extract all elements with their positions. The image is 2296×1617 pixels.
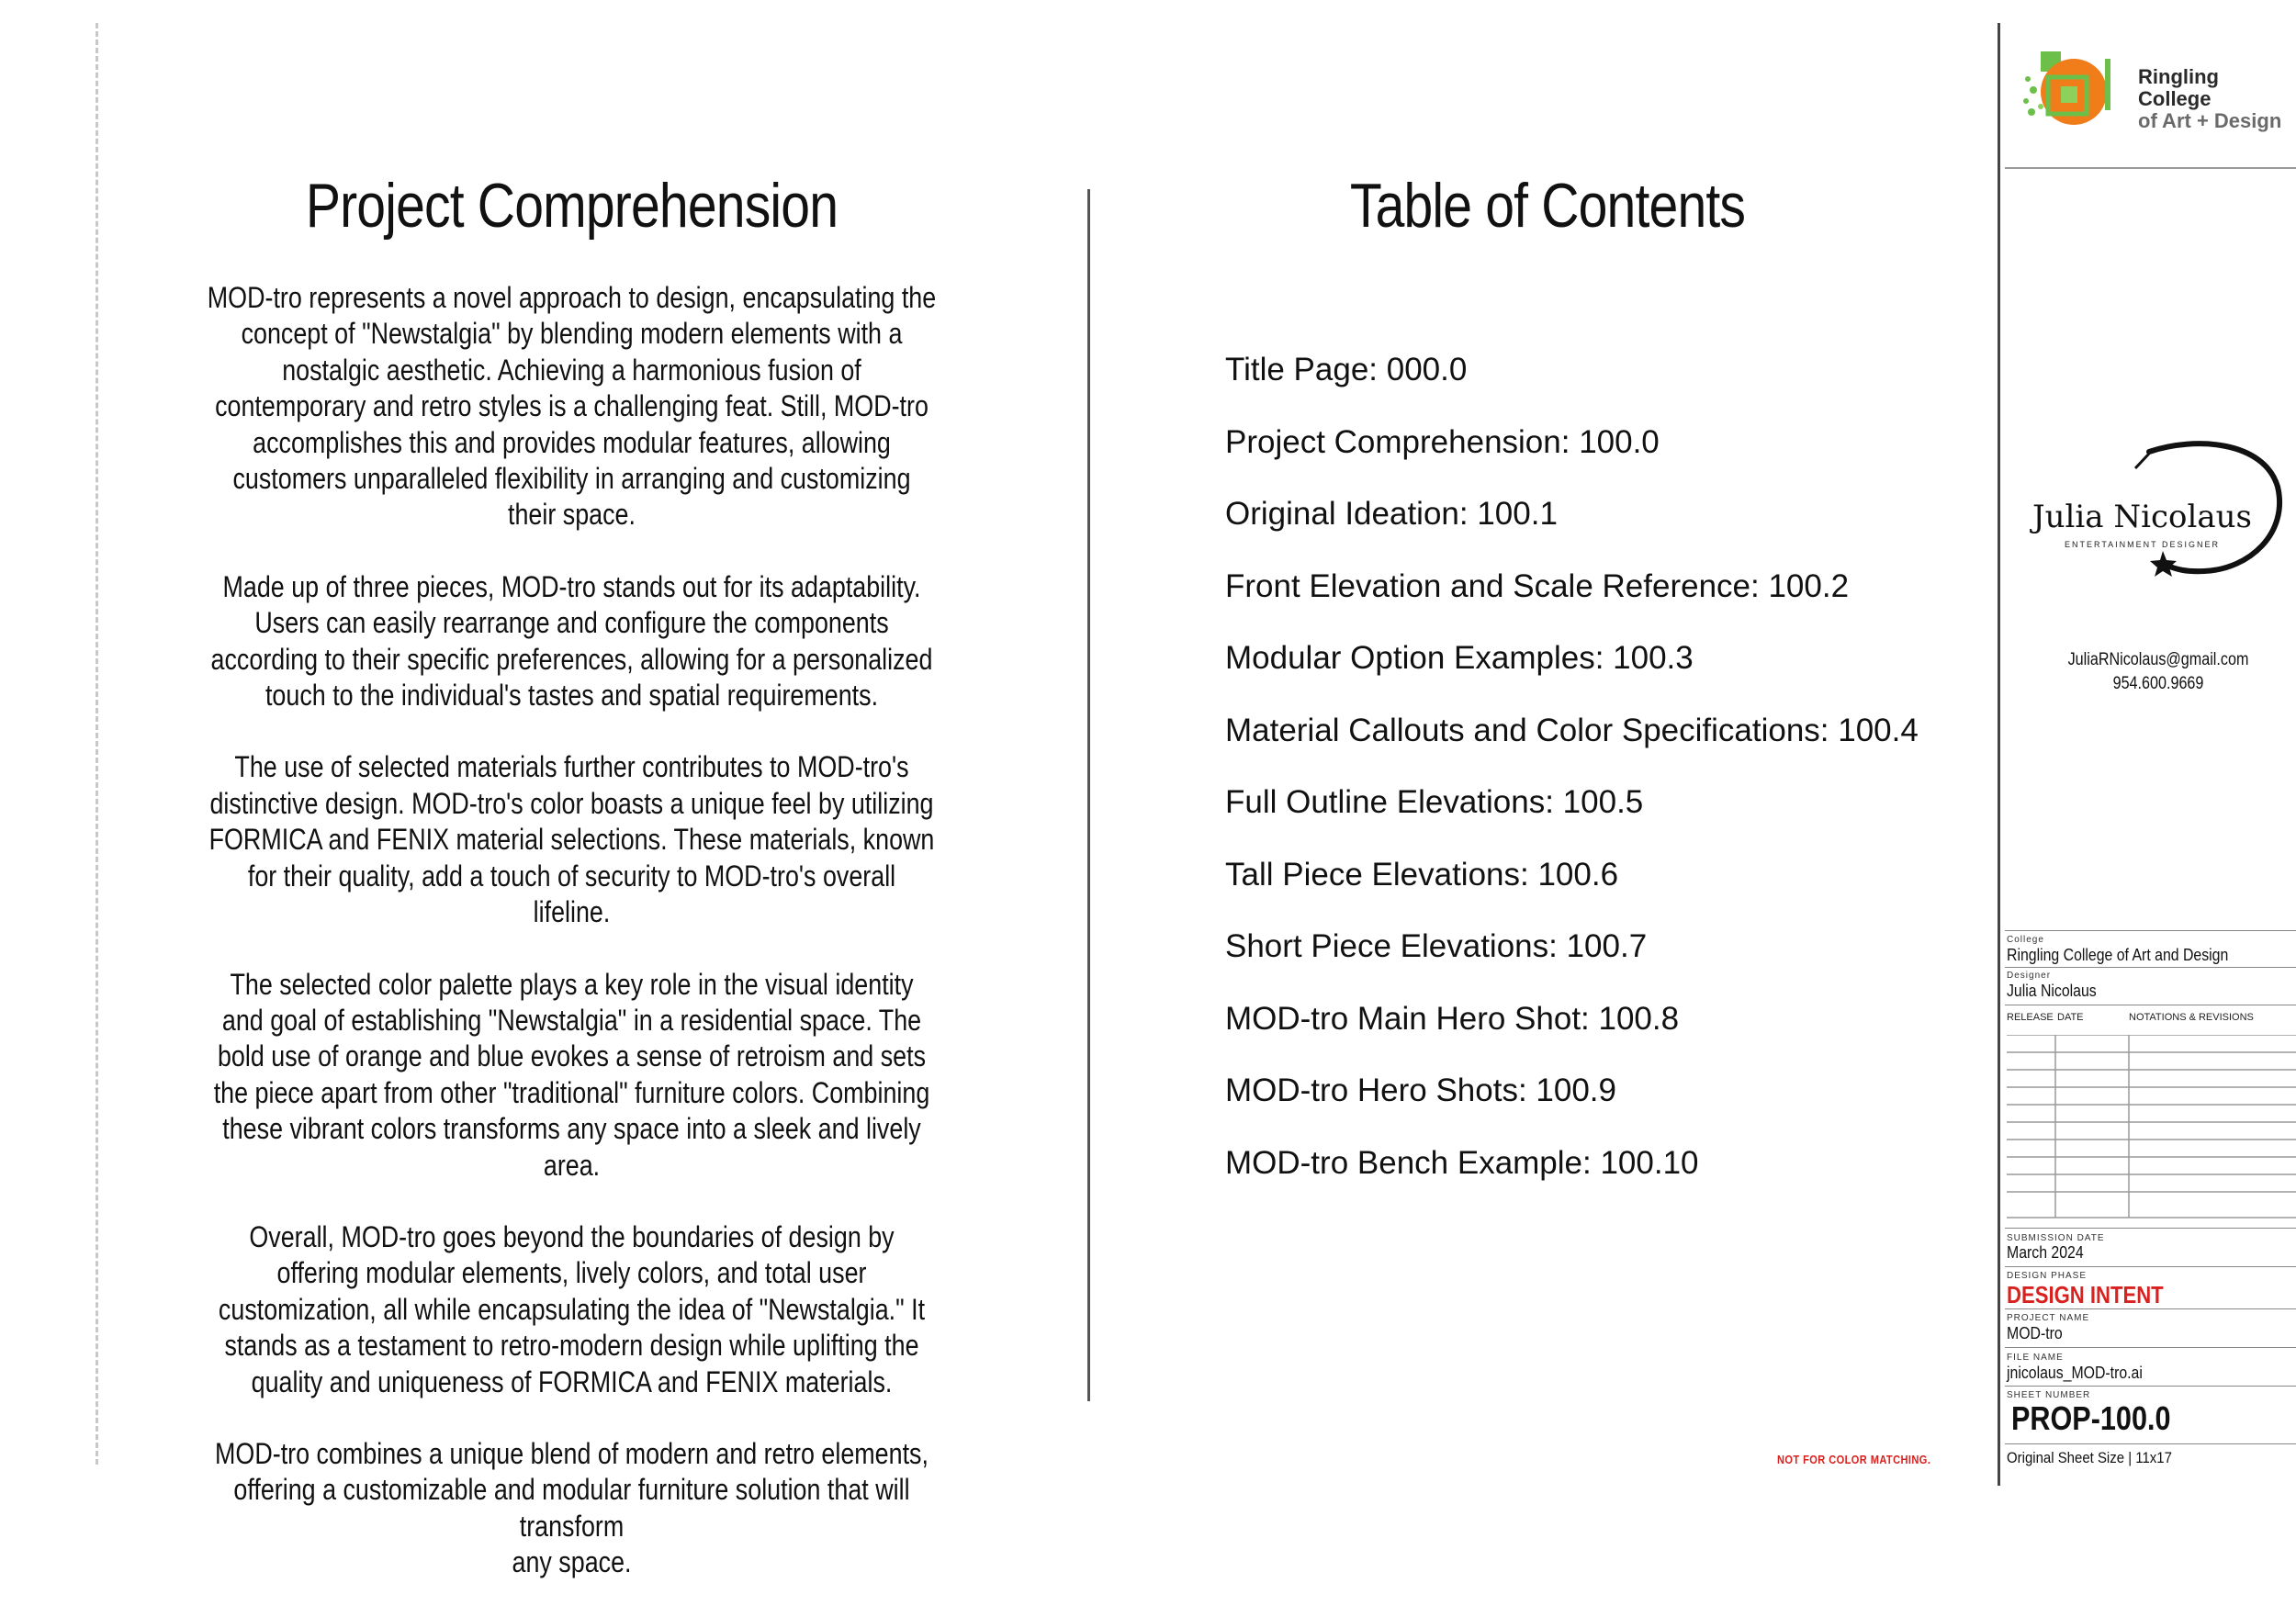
project-name-value: MOD-tro xyxy=(2007,1324,2063,1342)
toc-item: Short Piece Elevations: 100.7 xyxy=(1225,928,1648,964)
paragraph: The selected color palette plays a key role in the visual identity and goal of establishing "Newstalgia" in a residential space. The bold use of orange and blue evokes a sense of retroism and sets the piece apart from other "traditional" furniture colors. Combining these vibrant colors transforms any space into a sleek and lively area. xyxy=(213,967,930,1182)
title-block-rule xyxy=(2005,1228,2296,1229)
toc-item: Material Callouts and Color Specifications: 100.4 xyxy=(1225,712,1919,748)
designer-name-mark: Julia Nicolaus xyxy=(2032,499,2252,535)
page-margin-dashed-line xyxy=(96,23,98,1465)
title-block-rule xyxy=(2005,1308,2296,1309)
contact-email: JuliaRNicolaus@gmail.com xyxy=(2067,650,2249,669)
paragraph: MOD-tro combines a unique blend of modern and retro elements, offering a customizable and modular furniture solution that will transform any space. xyxy=(215,1436,929,1579)
sheet-number-label: SHEET NUMBER xyxy=(2007,1390,2091,1400)
date-header: DATE xyxy=(2057,1012,2084,1023)
submission-date-value: March 2024 xyxy=(2007,1243,2084,1262)
contact-phone: 954.600.9669 xyxy=(2112,674,2204,693)
college-label: College xyxy=(2007,935,2044,945)
project-comprehension-section xyxy=(138,170,1006,1617)
toc-item: Tall Piece Elevations: 100.6 xyxy=(1225,856,1619,893)
toc-item: MOD-tro Hero Shots: 100.9 xyxy=(1225,1072,1616,1108)
toc-item: Title Page: 000.0 xyxy=(1225,352,1468,387)
file-name-label: FILE NAME xyxy=(2007,1353,2064,1363)
project-comprehension-heading: Project Comprehension xyxy=(305,171,838,241)
paragraph: Made up of three pieces, MOD-tro stands out for its adaptability. Users can easily rearrange and configure the components according to their specific preferences, allowing for a personalized touch to the individual's tastes and spatial requirements. xyxy=(210,569,933,713)
title-block-rule xyxy=(2005,1266,2296,1267)
toc-item: Front Elevation and Scale Reference: 100.2 xyxy=(1225,567,1850,604)
paragraph: Overall, MOD-tro goes beyond the boundaries of design by offering modular elements, lively colors, and total user customization, all while encapsulating the idea of "Newstalgia." It stands as a testament to retro-modern design while uplifting the quality and uniqueness of FORMICA and FENIX materials. xyxy=(218,1219,926,1398)
toc-item: MOD-tro Bench Example: 100.10 xyxy=(1225,1144,1699,1181)
sheet-number-value: PROP-100.0 xyxy=(2011,1399,2171,1437)
toc-list xyxy=(1225,350,1919,1215)
designer-label: Designer xyxy=(2007,971,2052,981)
column-divider xyxy=(1087,189,1090,1401)
paragraph: MOD-tro represents a novel approach to design, encapsulating the concept of "Newstalgia" by blending modern elements with a nostalgic aesthetic. Achieving a harmonious fusion of contemporary and retro styles is a challenging feat. Still, MOD-tro accomplishes this and provides modular features, allowing customers unparalleled flexibility in arranging and customizing their space. xyxy=(207,281,937,532)
design-phase-value: DESIGN INTENT xyxy=(2007,1281,2164,1308)
title-block-divider xyxy=(1998,23,2000,1486)
toc-item: Full Outline Elevations: 100.5 xyxy=(1225,784,1644,820)
revision-table-grid xyxy=(2007,1035,2296,1218)
original-sheet-size: Original Sheet Size | 11x17 xyxy=(2007,1449,2172,1466)
toc-item: Original Ideation: 100.1 xyxy=(1225,496,1558,532)
toc-item: Project Comprehension: 100.0 xyxy=(1225,423,1660,460)
design-phase-label: DESIGN PHASE xyxy=(2007,1271,2088,1281)
project-name-label: PROJECT NAME xyxy=(2007,1313,2090,1323)
title-block-rule xyxy=(2005,930,2296,931)
title-block-rule xyxy=(2005,1347,2296,1348)
logo-rule xyxy=(2005,167,2296,169)
title-block-rule xyxy=(2005,967,2296,968)
college-name xyxy=(2138,66,2296,132)
title-block-rule xyxy=(2005,1386,2296,1387)
table-of-contents-heading: Table of Contents xyxy=(1349,171,1746,241)
not-for-color-matching-note: NOT FOR COLOR MATCHING. xyxy=(1777,1453,1931,1466)
designer-value: Julia Nicolaus xyxy=(2007,982,2097,1000)
designer-title-mark: ENTERTAINMENT DESIGNER xyxy=(2064,540,2220,549)
notations-header: NOTATIONS & REVISIONS xyxy=(2129,1012,2254,1023)
release-header: RELEASE xyxy=(2007,1012,2054,1023)
college-name-line1: Ringling College xyxy=(2138,65,2219,110)
college-name-line2: of Art + Design xyxy=(2138,109,2282,132)
toc-item: MOD-tro Main Hero Shot: 100.8 xyxy=(1225,1000,1680,1037)
paragraph: The use of selected materials further contributes to MOD-tro's distinctive design. MOD-tro's color boasts a unique feel by utilizing FORMICA and FENIX material selections. These materials, known for their quality, add a touch of security to MOD-tro's overall lifeline. xyxy=(208,750,935,929)
toc-item: Modular Option Examples: 100.3 xyxy=(1225,640,1694,676)
submission-date-label: SUBMISSION DATE xyxy=(2007,1233,2105,1243)
college-value: Ringling College of Art and Design xyxy=(2007,946,2229,964)
file-name-value: jnicolaus_MOD-tro.ai xyxy=(2007,1364,2143,1382)
title-block-rule xyxy=(2005,1443,2296,1444)
